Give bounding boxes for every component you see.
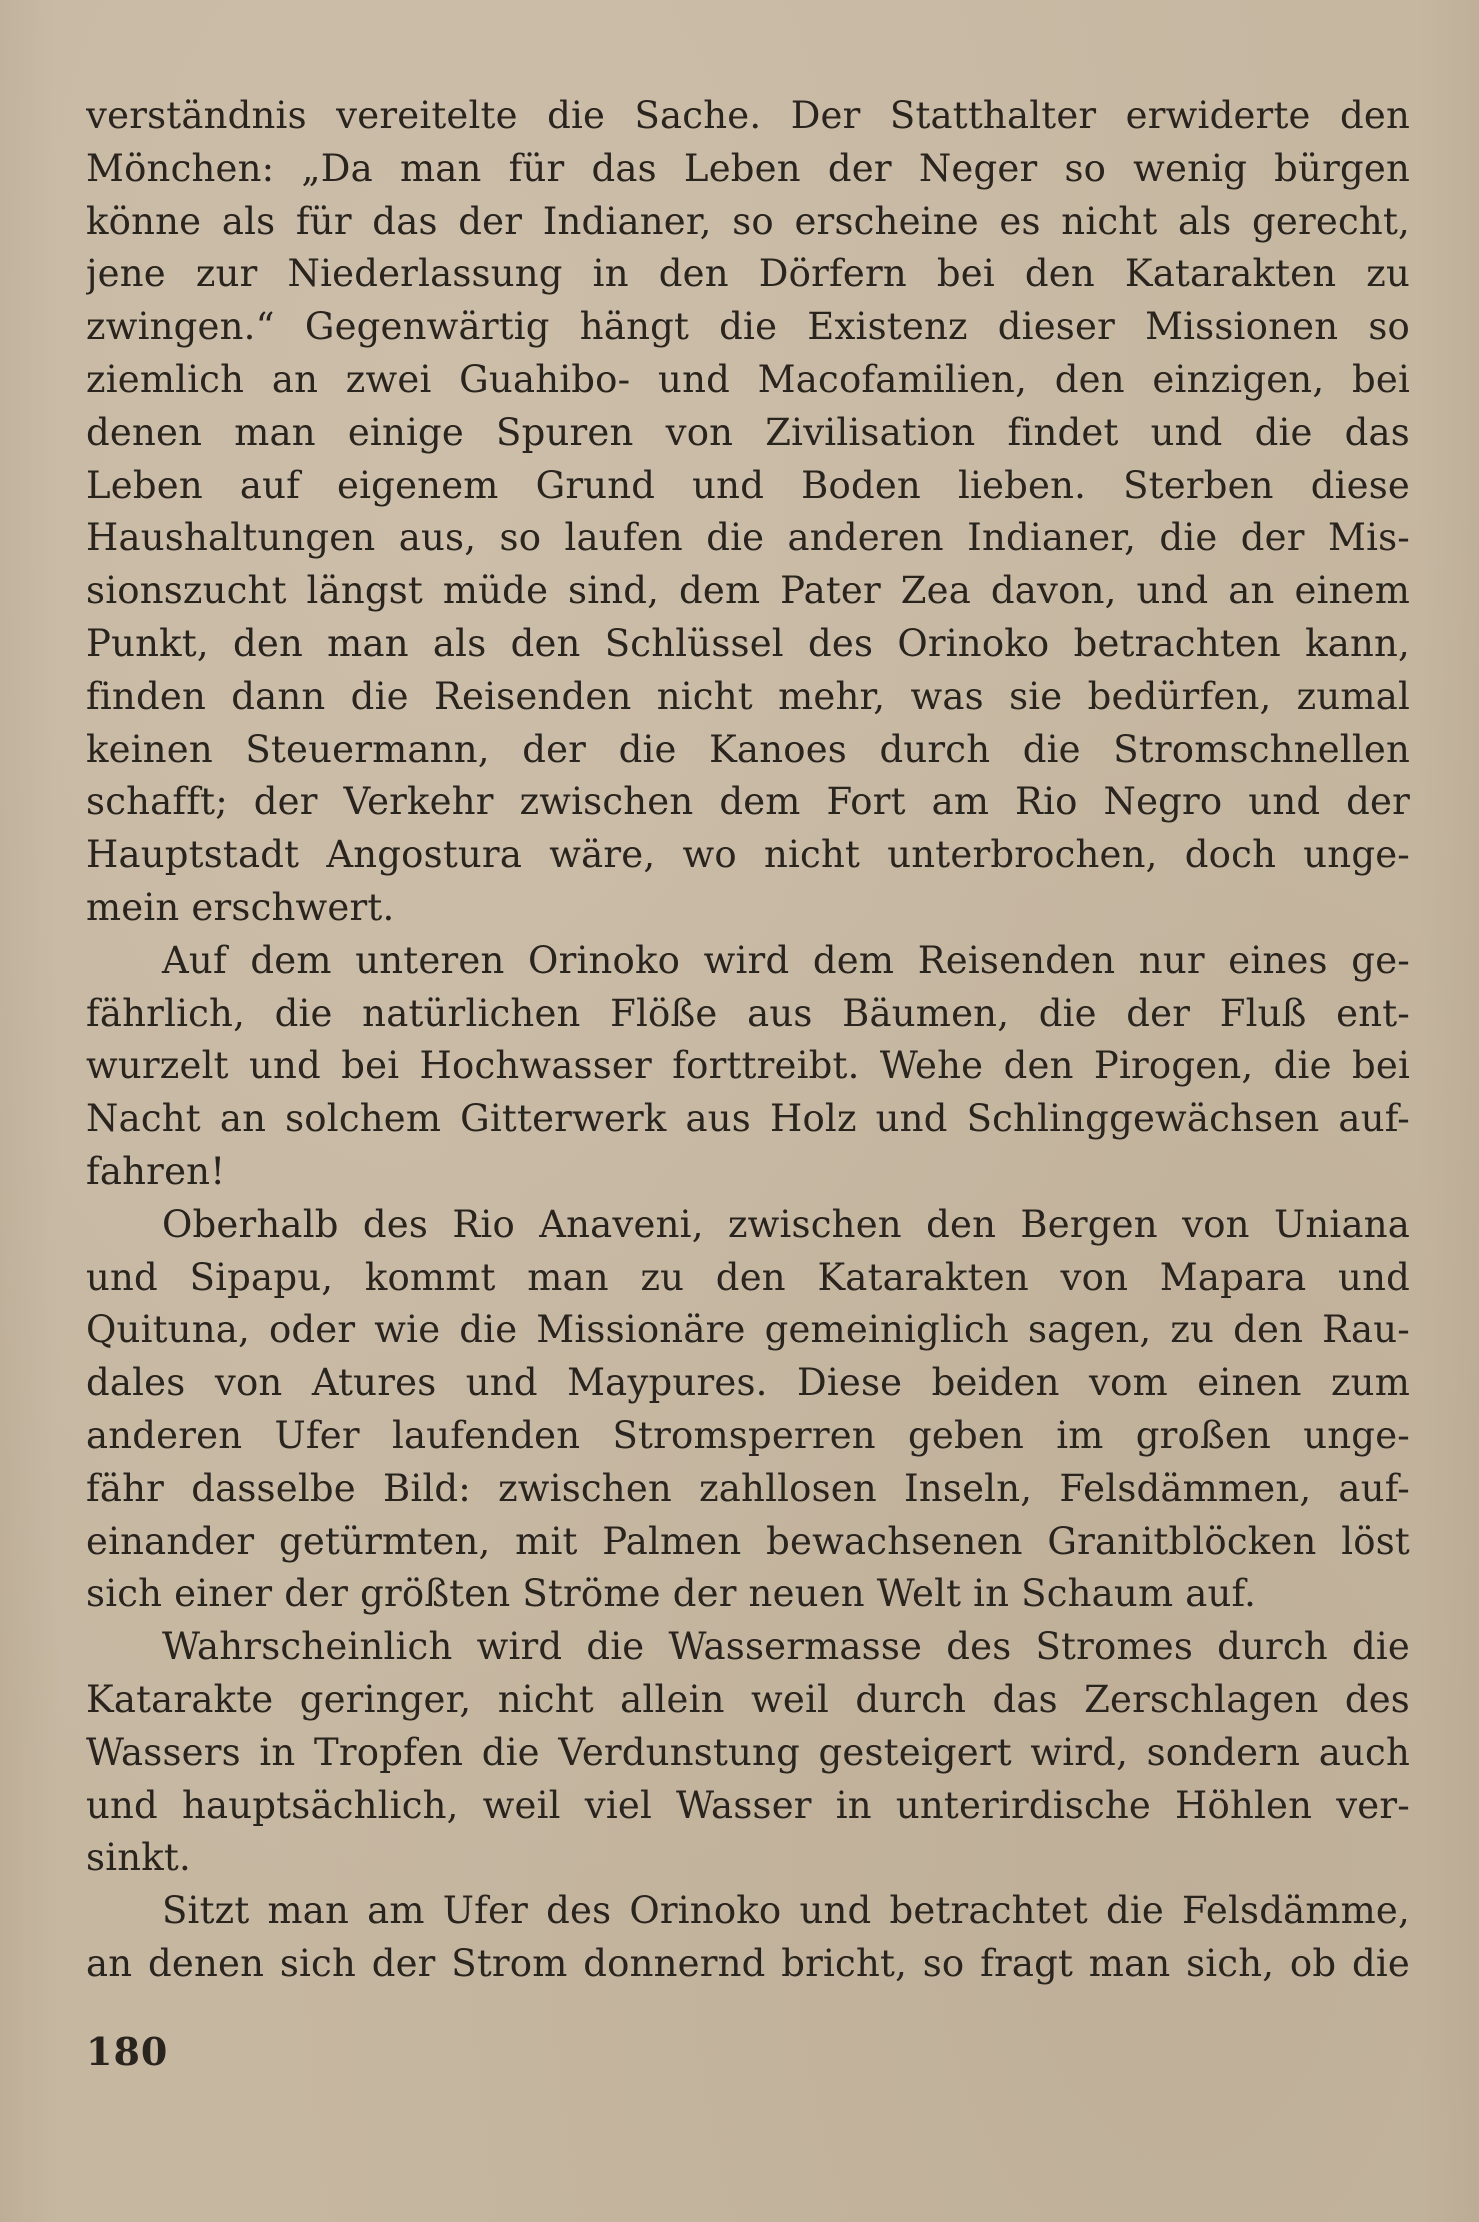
text-line: anderen Ufer laufenden Stromsperren geben im großen unge-: [86, 1413, 1410, 1457]
text-line: Haushaltungen aus, so laufen die anderen Indianer, die der Mis-: [86, 516, 1410, 560]
text-line: Mönchen: „Da man für das Leben der Neger so wenig bürgen: [86, 146, 1410, 190]
text-line: Wassers in Tropfen die Verdunstung gesteigert wird, sondern auch: [86, 1730, 1410, 1774]
text-line: sinkt.: [86, 1836, 191, 1880]
text-line: verständnis vereitelte die Sache. Der Statthalter erwiderte den: [86, 94, 1410, 137]
page-text-body: [86, 90, 1410, 1991]
text-line: Oberhalb des Rio Anaveni, zwischen den Bergen von Uniana: [162, 1202, 1410, 1246]
text-line: Quituna, oder wie die Missionäre gemeiniglich sagen, zu den Rau-: [86, 1308, 1410, 1352]
text-line: Punkt, den man als den Schlüssel des Orinoko betrachten kann,: [86, 621, 1410, 665]
text-line: fähr dasselbe Bild: zwischen zahllosen Inseln, Felsdämmen, auf-: [86, 1466, 1410, 1510]
text-line: sionszucht längst müde sind, dem Pater Zea davon, und an einem: [86, 569, 1410, 613]
text-line: Auf dem unteren Orinoko wird dem Reisenden nur eines ge-: [162, 938, 1410, 982]
text-line: an denen sich der Strom donnernd bricht, so fragt man sich, ob die: [86, 1941, 1410, 1985]
paragraph: [86, 90, 1410, 935]
text-line: schafft; der Verkehr zwischen dem Fort am Rio Negro und der: [86, 780, 1410, 824]
text-line: einander getürmten, mit Palmen bewachsenen Granitblöcken löst: [86, 1519, 1410, 1563]
text-line: und Sipapu, kommt man zu den Katarakten von Mapara und: [86, 1255, 1410, 1299]
paragraph: [86, 1885, 1410, 1991]
text-line: Hauptstadt Angostura wäre, wo nicht unterbrochen, doch unge-: [86, 833, 1410, 877]
text-line: zwingen.“ Gegenwärtig hängt die Existenz dieser Missionen so: [86, 305, 1410, 349]
text-line: jene zur Niederlassung in den Dörfern bei den Katarakten zu: [86, 252, 1410, 296]
text-line: dales von Atures und Maypures. Diese beiden vom einen zum: [86, 1361, 1410, 1405]
text-line: und hauptsächlich, weil viel Wasser in unterirdische Höhlen ver-: [86, 1783, 1410, 1827]
text-line: mein erschwert.: [86, 885, 395, 929]
text-line: sich einer der größten Ströme der neuen Welt in Schaum auf.: [86, 1572, 1257, 1616]
text-line: Wahrscheinlich wird die Wassermasse des Stromes durch die: [162, 1625, 1410, 1669]
paragraph: [86, 935, 1410, 1199]
paragraph: [86, 1199, 1410, 1621]
page-number: 180: [86, 2029, 169, 2074]
text-line: denen man einige Spuren von Zivilisation findet und die das: [86, 410, 1410, 454]
text-line: fahren!: [86, 1149, 226, 1193]
text-line: finden dann die Reisenden nicht mehr, was sie bedürfen, zumal: [86, 674, 1410, 718]
text-line: könne als für das der Indianer, so erscheine es nicht als gerecht,: [86, 199, 1410, 243]
text-line: fährlich, die natürlichen Flöße aus Bäumen, die der Fluß ent-: [86, 991, 1410, 1035]
text-line: ziemlich an zwei Guahibo- und Macofamilien, den einzigen, bei: [86, 357, 1410, 401]
text-line: Nacht an solchem Gitterwerk aus Holz und Schlinggewächsen auf-: [86, 1097, 1410, 1141]
text-line: Leben auf eigenem Grund und Boden lieben. Sterben diese: [86, 463, 1410, 507]
text-line: Katarakte geringer, nicht allein weil durch das Zerschlagen des: [86, 1677, 1410, 1721]
text-line: Sitzt man am Ufer des Orinoko und betrachtet die Felsdämme,: [162, 1889, 1410, 1933]
text-line: keinen Steuermann, der die Kanoes durch die Stromschnellen: [86, 727, 1410, 771]
text-line: wurzelt und bei Hochwasser forttreibt. Wehe den Pirogen, die bei: [86, 1044, 1410, 1088]
paragraph: [86, 1621, 1410, 1885]
